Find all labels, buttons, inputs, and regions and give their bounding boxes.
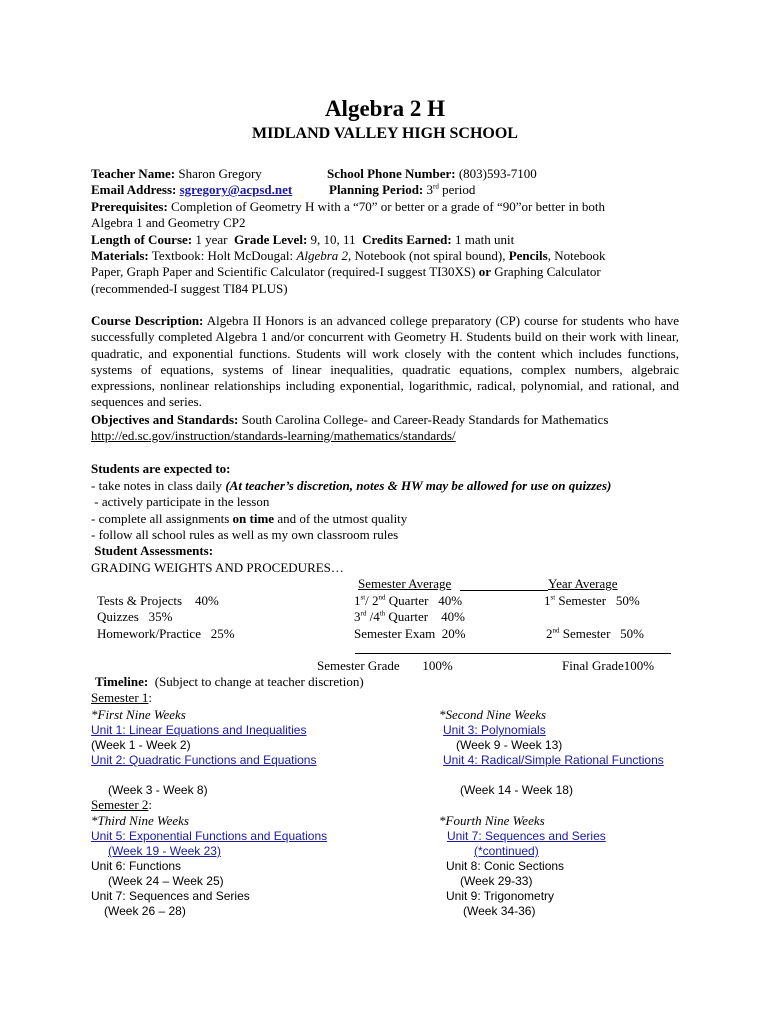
grade-value: 9, 10, 11 bbox=[310, 232, 356, 247]
length-value: 1 year bbox=[195, 232, 228, 247]
unit-8-weeks: (Week 29-33) bbox=[460, 874, 533, 888]
grade-label: Grade Level: bbox=[233, 232, 308, 247]
unit-6-weeks: (Week 24 – Week 25) bbox=[108, 874, 224, 888]
materials-graphing: Graphing Calculator bbox=[490, 264, 601, 279]
fourth-nine-weeks: *Fourth Nine Weeks bbox=[439, 813, 545, 828]
credits-value: 1 math unit bbox=[455, 232, 515, 247]
materials-pencils: Pencils bbox=[508, 248, 548, 263]
unit-7-weeks: (Week 26 – 28) bbox=[104, 904, 186, 918]
assessments-heading: Student Assessments: bbox=[91, 543, 214, 558]
tests-projects-weight: Tests & Projects 40% bbox=[97, 593, 219, 608]
unit-4-link[interactable]: Unit 4: Radical/Simple Rational Functions bbox=[443, 753, 664, 767]
email-label: Email Address: bbox=[91, 182, 177, 197]
expected-item-3 bbox=[91, 511, 407, 527]
semester-2-weight: 2nd Semester 50% bbox=[546, 626, 644, 641]
materials-label: Materials: bbox=[91, 248, 149, 263]
unit-4-weeks: (Week 14 - Week 18) bbox=[460, 783, 573, 797]
expected-item-3-bold: on time bbox=[232, 511, 275, 526]
timeline-label: Timeline: bbox=[95, 674, 149, 689]
description-label: Course Description: bbox=[91, 313, 204, 328]
unit-2-weeks: (Week 3 - Week 8) bbox=[108, 783, 208, 797]
semester-grade-total: Semester Grade 100% bbox=[317, 658, 453, 673]
course-description bbox=[91, 313, 679, 411]
materials-text: Textbook: Holt McDougal: bbox=[151, 248, 297, 263]
materials-text-c: , Notebook bbox=[547, 248, 606, 263]
expected-item-1 bbox=[91, 478, 611, 494]
unit-2-link[interactable]: Unit 2: Quadratic Functions and Equations bbox=[91, 753, 317, 767]
objectives-text: South Carolina College- and Career-Ready Standards for Mathematics bbox=[241, 412, 609, 427]
expected-item-4: - follow all school rules as well as my own classroom rules bbox=[91, 527, 399, 542]
materials-or: or bbox=[478, 264, 491, 279]
standards-link[interactable]: http://ed.sc.gov/instruction/standards-learning/mathematics/standards/ bbox=[91, 428, 456, 443]
planning-suffix: period bbox=[438, 182, 476, 197]
length-label: Length of Course: bbox=[91, 232, 193, 247]
email-link[interactable]: sgregory@acpsd.net bbox=[179, 182, 293, 197]
first-nine-weeks: *First Nine Weeks bbox=[91, 707, 186, 722]
unit-8-title: Unit 8: Conic Sections bbox=[446, 859, 565, 873]
planning-value: 3 bbox=[426, 182, 434, 197]
length-line bbox=[91, 232, 514, 248]
materials-line-3: (recommended-I suggest TI84 PLUS) bbox=[91, 281, 288, 296]
semester-average-header: Semester Average bbox=[358, 576, 452, 591]
expected-item-1-text: - take notes in class daily bbox=[91, 478, 226, 493]
unit-7-continued-note[interactable]: (*continued) bbox=[474, 844, 539, 858]
unit-1-link[interactable]: Unit 1: Linear Equations and Inequalities bbox=[91, 723, 307, 737]
phone-line bbox=[327, 166, 537, 182]
phone-label: School Phone Number: bbox=[327, 166, 456, 181]
expected-item-3-rest: and of the utmost quality bbox=[274, 511, 408, 526]
materials-text-b: , Notebook (not spiral bound), bbox=[348, 248, 509, 263]
page-title: Algebra 2 H bbox=[324, 96, 446, 121]
year-average-header: Year Average bbox=[548, 576, 618, 591]
materials-calc: Paper, Graph Paper and Scientific Calculator (required-I suggest TI30XS) bbox=[91, 264, 479, 279]
teacher-line bbox=[91, 166, 262, 182]
prereq-text-2: Algebra 1 and Geometry CP2 bbox=[91, 215, 246, 230]
unit-3-link[interactable]: Unit 3: Polynomials bbox=[443, 723, 546, 737]
timeline-note: (Subject to change at teacher discretion) bbox=[148, 674, 364, 689]
materials-line-2 bbox=[91, 264, 601, 280]
materials-book: Algebra 2 bbox=[296, 248, 349, 263]
unit-1-weeks: (Week 1 - Week 2) bbox=[91, 738, 191, 752]
semester-exam-weight: Semester Exam 20% bbox=[354, 626, 466, 641]
second-nine-weeks: *Second Nine Weeks bbox=[439, 707, 547, 722]
semester-1-weight: 1st Semester 50% bbox=[544, 593, 640, 608]
unit-7-continued-link[interactable]: Unit 7: Sequences and Series bbox=[447, 829, 606, 843]
expected-item-2: - actively participate in the lesson bbox=[91, 494, 270, 509]
unit-6-title: Unit 6: Functions bbox=[91, 859, 182, 873]
planning-line bbox=[329, 182, 475, 198]
semester-2-heading: Semester 2: bbox=[91, 797, 153, 812]
timeline-line bbox=[95, 674, 364, 690]
objectives-label: Objectives and Standards: bbox=[91, 412, 239, 427]
teacher-value: Sharon Gregory bbox=[178, 166, 262, 181]
quarter-1-2-weight: 1st/ 2nd Quarter 40% bbox=[354, 593, 463, 608]
semester-1-heading: Semester 1: bbox=[91, 690, 153, 705]
planning-label: Planning Period: bbox=[329, 182, 424, 197]
email-line bbox=[91, 182, 292, 198]
grading-total-rule bbox=[355, 653, 671, 654]
description-text: Algebra II Honors is an advanced college preparatory (CP) course for students who have successfully completed Algebra 1 and/or concurrent with Geometry H. Students build on their work with linear, quadratic, and exponential functions. Students will work closely with the content which includes functions, systems of equations, systems of linear inequalities, quadratic equations, complex numbers, algebraic expressions, nonlinear relationships including exponential, logarithmic, radical, polynomial, and rational, and sequences and series. bbox=[91, 313, 680, 410]
objectives-line bbox=[91, 412, 609, 428]
expected-item-3-text: - complete all assignments bbox=[91, 511, 233, 526]
prereq-text: Completion of Geometry H with a “70” or better or a grade of “90”or better in both bbox=[171, 199, 605, 214]
unit-9-weeks: (Week 34-36) bbox=[463, 904, 536, 918]
teacher-label: Teacher Name: bbox=[91, 166, 176, 181]
final-grade-total: Final Grade100% bbox=[562, 658, 655, 673]
quizzes-weight: Quizzes 35% bbox=[97, 609, 173, 624]
prereq-label: Prerequisites: bbox=[91, 199, 168, 214]
third-nine-weeks: *Third Nine Weeks bbox=[91, 813, 189, 828]
grading-weights-heading: GRADING WEIGHTS AND PROCEDURES… bbox=[91, 560, 344, 575]
prereq-line bbox=[91, 199, 605, 215]
phone-value: (803)593-7100 bbox=[458, 166, 537, 181]
expected-heading: Students are expected to: bbox=[91, 461, 231, 476]
unit-5-weeks[interactable]: (Week 19 - Week 23) bbox=[108, 844, 221, 858]
unit-3-weeks: (Week 9 - Week 13) bbox=[456, 738, 563, 752]
materials-line bbox=[91, 248, 605, 264]
school-name: MIDLAND VALLEY HIGH SCHOOL bbox=[252, 125, 518, 142]
credits-label: Credits Earned: bbox=[362, 232, 452, 247]
expected-item-1-note: (At teacher’s discretion, notes & HW may be allowed for use on quizzes) bbox=[225, 478, 612, 493]
planning-sup: rd bbox=[433, 182, 439, 191]
homework-weight: Homework/Practice 25% bbox=[97, 626, 235, 641]
quarter-3-4-weight: 3rd /4th Quarter 40% bbox=[354, 609, 465, 624]
unit-5-link[interactable]: Unit 5: Exponential Functions and Equations bbox=[91, 829, 328, 843]
unit-9-title: Unit 9: Trigonometry bbox=[446, 889, 555, 903]
unit-7-title: Unit 7: Sequences and Series bbox=[91, 889, 250, 903]
